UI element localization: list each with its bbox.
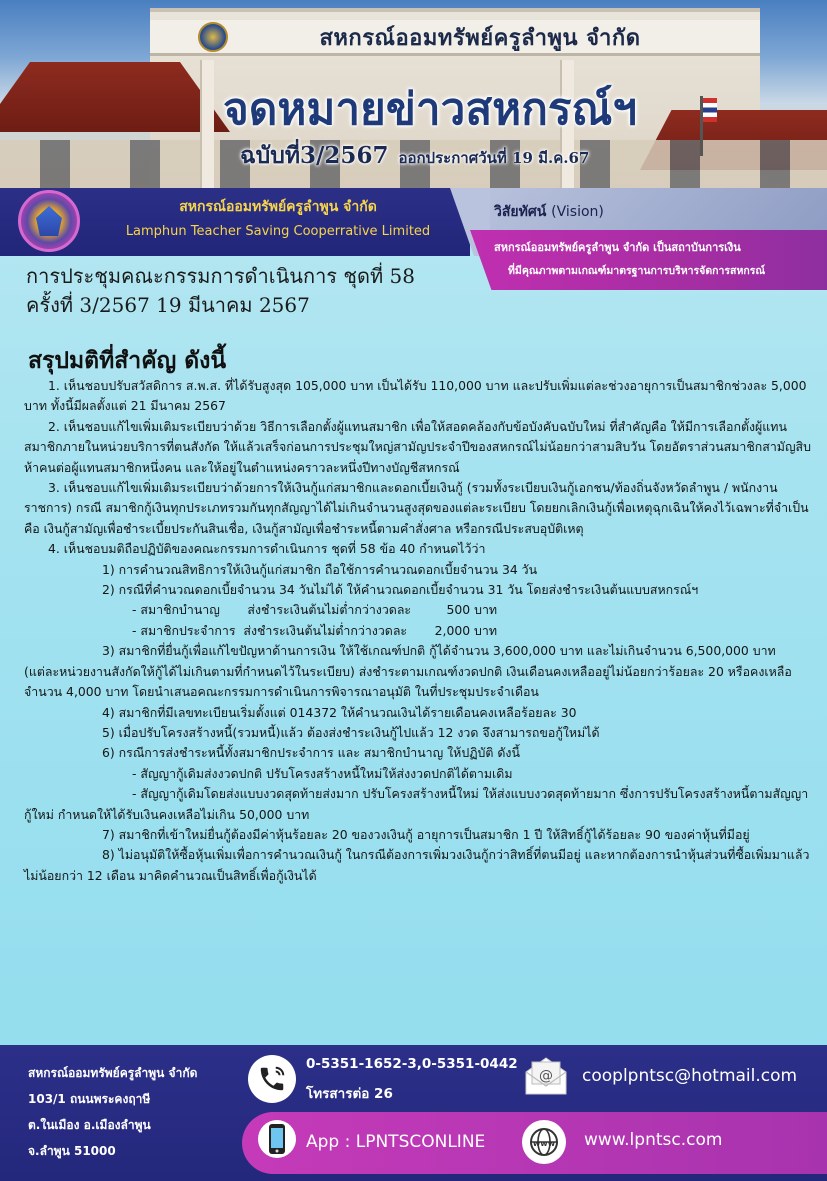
- newsletter-title: จดหมายข่าวสหกรณ์ฯ: [222, 84, 637, 135]
- resolution-4: 4. เห็นชอบมติถือปฏิบัติของคณะกรรมการดำเนินการ ชุดที่ 58 ข้อ 40 กำหนดไว้ว่า: [48, 541, 486, 557]
- address-line-3: ต.ในเมือง อ.เมืองลำพูน: [28, 1118, 151, 1132]
- building-sign-text: สหกรณ์ออมทรัพย์ครูลำพูน จำกัด: [319, 24, 641, 51]
- smartphone-icon[interactable]: [256, 1118, 298, 1160]
- rule-2-active: - สมาชิกประจำการ ส่งชำระเงินต้นไม่ต่ำกว่างวดละ 2,000 บาท: [132, 622, 498, 638]
- rule-7: 7) สมาชิกที่เข้าใหม่ยื่นกู้ต้องมีค่าหุ้นร้อยละ 20 ของวงเงินกู้ อายุการเป็นสมาชิก 1 ปี ให้สิทธิ์กู้ได้ร้อยละ 90 ของค่าหุ้นที่มีอยู่: [102, 826, 750, 842]
- org-name-english: Lamphun Teacher Saving Cooperrative Limited: [125, 224, 431, 239]
- resolutions-body: [24, 376, 814, 886]
- issue-number: ฉบับที่3/2567: [240, 142, 389, 169]
- svg-text:@: @: [539, 1068, 553, 1084]
- address-line-4: จ.ลำพูน 51000: [28, 1144, 116, 1158]
- resolution-1: 1. เห็นชอบปรับสวัสดิการ ส.พ.ส. ที่ได้รับสูงสุด 105,000 บาท เป็นได้รับ 110,000 บาท และปรับเพิ่มแต่ละช่วงอายุการเป็นสมาชิกช่วงละ 5,000 บาท ทั้งนี้มีผลตั้งแต่ 21 มีนาคม 2567: [24, 378, 807, 414]
- vision-title: [494, 201, 604, 223]
- issue-line: [240, 138, 660, 172]
- rule-3: 3) สมาชิกที่ยื่นกู้เพื่อแก้ไขปัญหาด้านการเงิน ให้ใช้เกณฑ์ปกติ กู้ได้จำนวน 3,600,000 บาท และไม่เกินจำนวน 6,500,000 บาท (แต่ละหน่วยงานสังกัดให้กู้ได้ไม่เกินตามที่กำหนดไว้ในระเบียบ) ส่งชำระตามเกณฑ์งวดปกติ เงินเดือนคงเหลืออยู่ไม่น้อยกว่าร้อยละ 20 หรือคงเหลือจำนวน 4,000 บาท โดยนำเสนอคณะกรรมการดำเนินการพิจารณาอนุมัติ ในที่ประชุมประจำเดือน: [24, 643, 792, 700]
- address-line-2: 103/1 ถนนพระคงฤาษี: [28, 1092, 151, 1106]
- org-name-thai: สหกรณ์ออมทรัพย์ครูลำพูน จำกัด: [179, 199, 377, 215]
- phone-number[interactable]: 0-5351-1652-3,0-5351-0442: [306, 1056, 518, 1072]
- rule-2-pensioner: - สมาชิกบำนาญ ส่งชำระเงินต้นไม่ต่ำกว่างวดละ 500 บาท: [132, 602, 498, 618]
- vision-title-english: (Vision): [551, 204, 604, 220]
- rule-6: 6) กรณีการส่งชำระหนี้ทั้งสมาชิกประจำการ และ สมาชิกบำนาญ ให้ปฏิบัติ ดังนี้: [102, 745, 520, 761]
- phone-icon[interactable]: [248, 1055, 296, 1103]
- footer-address: [28, 1060, 238, 1164]
- rule-1: 1) การคำนวณสิทธิการให้เงินกู้แก่สมาชิก ถือใช้การคำนวณดอกเบี้ยจำนวน 34 วัน: [102, 561, 538, 577]
- email-address[interactable]: cooplpntsc@hotmail.com: [582, 1066, 798, 1086]
- building-emblem: [198, 22, 228, 52]
- resolution-2: 2. เห็นชอบแก้ไขเพิ่มเติมระเบียบว่าด้วย วิธีการเลือกตั้งผู้แทนสมาชิก เพื่อให้สอดคล้องกับข้อบังคับฉบับใหม่ ที่สำคัญคือ ให้มีการเลือกตั้งผู้แทนสมาชิกภายในหน่วยบริการที่ตนสังกัด ให้แล้วเสร็จก่อนการประชุมใหญ่สามัญประจำปีของสหกรณ์ไม่น้อยกว่าสามสิบวัน โดยอัตราส่วนสมาชิกสามัญสิบห้าคนต่อผู้แทนสมาชิกหนึ่งคน และให้อยู่ในตำแหน่งคราวละหนึ่งปีทางบัญชีสหกรณ์: [24, 418, 811, 475]
- vision-line-1: สหกรณ์ออมทรัพย์ครูลำพูน จำกัด เป็นสถาบันการเงิน: [494, 241, 741, 254]
- rule-6b: - สัญญากู้เดิมโดยส่งแบบงวดสุดท้ายส่งมาก ปรับโครงสร้างหนี้ใหม่ ให้ส่งแบบงวดสุดท้ายมาก ซึ่งการปรับโครงสร้างหนี้ตามสัญญากู้ใหม่ กำหนดให้ได้รับเงินคงเหลือไม่เกิน 50,000 บาท: [24, 786, 809, 822]
- address-line-1: สหกรณ์ออมทรัพย์ครูลำพูน จำกัด: [28, 1066, 198, 1080]
- meeting-heading: [26, 262, 486, 320]
- hero-photo: [0, 0, 827, 188]
- meeting-line-2: ครั้งที่ 3/2567 19 มีนาคม 2567: [26, 293, 310, 317]
- fax-number: โทรสารต่อ 26: [306, 1086, 393, 1102]
- envelope-icon[interactable]: [522, 1052, 570, 1100]
- vision-title-thai: วิสัยทัศน์: [494, 204, 547, 220]
- rule-2: 2) กรณีที่คำนวณดอกเบี้ยจำนวน 34 วันไม่ได้ ให้คำนวณดอกเบี้ยจำนวน 31 วัน โดยส่งชำระเงินต้นแบบสหกรณ์ฯ: [102, 582, 699, 598]
- rule-5: 5) เมื่อปรับโครงสร้างหนี้(รวมหนี้)แล้ว ต้องส่งชำระเงินกู้ไปแล้ว 12 งวด จึงสามารถขอกู้ใหม่ได้: [102, 724, 600, 740]
- rule-6a: - สัญญากู้เดิมส่งงวดปกติ ปรับโครงสร้างหนี้ใหม่ให้ส่งงวดปกติได้ตามเดิม: [132, 765, 513, 781]
- globe-icon[interactable]: [522, 1120, 566, 1164]
- rule-8: 8) ไม่อนุมัติให้ซื้อหุ้นเพิ่มเพื่อการคำนวณเงินกู้ ในกรณีต้องการเพิ่มวงเงินกู้กว่าสิทธิ์ที่ตนมีอยู่ และหากต้องการนำหุ้นส่วนที่ซื้อเพิ่มมาแล้วไม่น้อยกว่า 12 เดือน มาคิดคำนวณเป็นสิทธิ์เพื่อกู้เงินได้: [24, 847, 810, 883]
- rule-4: 4) สมาชิกที่มีเลขทะเบียนเริ่มตั้งแต่ 014372 ให้คำนวณเงินได้รายเดือนคงเหลือร้อยละ 30: [102, 704, 577, 720]
- resolution-3: 3. เห็นชอบแก้ไขเพิ่มเติมระเบียบว่าด้วยการให้เงินกู้แก่สมาชิกและดอกเบี้ยเงินกู้ (รวมทั้งระเบียบเงินกู้เอกชน/ท้องถิ่นจังหวัดลำพูน / พนักงานราชการ) กรณี สมาชิกกู้เงินทุกประเภทรวมกันทุกสัญญาได้ไม่เกินจำนวนสูงสุดของแต่ละระเบียบ โดยยกเลิกเงินกู้เพื่อเหตุฉุกเฉินให้คงไว้เฉพาะที่จำเป็นคือ เงินกู้สามัญเพื่อชำระเบี้ยประกันสินเชื่อ, เงินกู้สามัญเพื่อชำระหนี้ตามคำสั่งศาล หรือกรณีประสบอุบัติเหตุ: [24, 480, 809, 536]
- summary-heading: สรุปมติที่สำคัญ ดังนี้: [28, 347, 227, 374]
- issue-date: ออกประกาศวันที่ 19 มี.ค.67: [398, 149, 590, 167]
- svg-text:www: www: [532, 1139, 556, 1148]
- meeting-line-1: การประชุมคณะกรรมการดำเนินการ ชุดที่ 58: [26, 264, 415, 288]
- app-name[interactable]: App : LPNTSCONLINE: [306, 1132, 486, 1152]
- thai-flag: [703, 98, 717, 122]
- vision-line-2: ที่มีคุณภาพตามเกณฑ์มาตรฐานการบริหารจัดการสหกรณ์: [508, 265, 766, 277]
- website-url[interactable]: www.lpntsc.com: [584, 1130, 723, 1150]
